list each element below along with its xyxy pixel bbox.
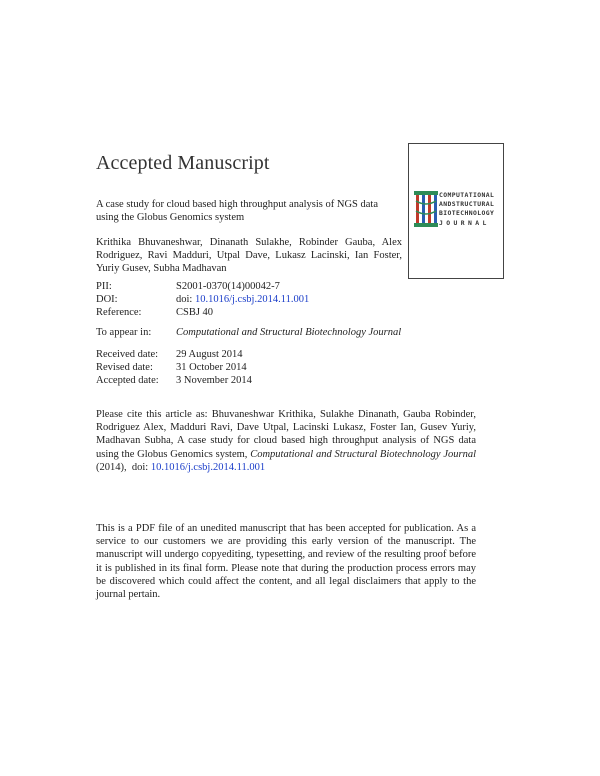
logo-line-1: COMPUTATIONAL — [439, 191, 495, 199]
received-label: Received date: — [96, 349, 159, 360]
logo-line-2: ANDSTRUCTURAL — [439, 200, 495, 208]
journal-logo-box — [408, 143, 504, 279]
citation-journal: Computational and Structural Biotechnology Journal — [250, 448, 477, 460]
received-value: 29 August 2014 — [176, 349, 243, 360]
received-row — [96, 348, 243, 361]
doi-link[interactable]: 10.1016/j.csbj.2014.11.001 — [194, 294, 310, 305]
appear-row — [96, 326, 401, 339]
citation-paragraph — [96, 408, 476, 474]
revised-row — [96, 361, 247, 374]
logo-line-3: BIOTECHNOLOGY — [439, 209, 495, 217]
revised-value: 31 October 2014 — [176, 362, 247, 373]
doi-row — [96, 293, 309, 306]
journal-name: Computational and Structural Biotechnology Journal — [176, 327, 402, 338]
pii-value: S2001-0370(14)00042-7 — [176, 281, 280, 292]
citation-text: Please cite this article as: Bhuvaneshwar Krithika, Sulakhe Dinanath, Gauba Robinder, Rodriguez Alex, Madduri Ravi, Dave Utpal, Lacinski Lukasz, Foster Ian, Gusev Yuriy, Madhavan Subha, A case study for cloud based high throughput analysis of NGS data using the Globus Genomics system, — [96, 409, 476, 460]
doi-label: DOI: — [96, 294, 118, 305]
reference-row — [96, 306, 213, 319]
reference-label: Reference: — [96, 307, 142, 318]
disclaimer-paragraph: This is a PDF file of an unedited manuscript that has been accepted for publication. As a service to our customers we are providing this early version of the manuscript. The manuscript will undergo copyediting, typesetting, and review of the resulting proof before it is published in its final form. Please note that during the production process errors may be discovered which could affect the content, and all legal disclaimers that apply to the journal pertain. — [96, 523, 476, 601]
accepted-label: Accepted date: — [96, 375, 159, 386]
doi-prefix: doi: — [176, 294, 195, 305]
reference-value: CSBJ 40 — [176, 307, 214, 318]
accepted-row — [96, 374, 252, 387]
revised-label: Revised date: — [96, 362, 153, 373]
pii-label: PII: — [96, 281, 112, 292]
journal-logo-icon — [414, 189, 438, 229]
accepted-value: 3 November 2014 — [176, 375, 252, 386]
citation-doi-prefix: doi: — [131, 461, 149, 473]
author-list: Krithika Bhuvaneshwar, Dinanath Sulakhe, Robinder Gauba, Alex Rodriguez, Ravi Madduri, Utpal Dave, Lukasz Lacinski, Ian Foster, Yuriy Gusev, Subha Madhavan — [96, 237, 402, 274]
logo-line-4: JOURNAL — [439, 219, 490, 227]
citation-doi-link[interactable]: 10.1016/j.csbj.2014.11.001 — [150, 461, 266, 473]
article-title: A case study for cloud based high throughput analysis of NGS data using the Globus Genomics system — [96, 199, 378, 223]
pii-row — [96, 280, 280, 293]
page-title: Accepted Manuscript — [96, 152, 270, 174]
citation-year: (2014), — [96, 461, 127, 473]
appear-label: To appear in: — [96, 327, 152, 338]
